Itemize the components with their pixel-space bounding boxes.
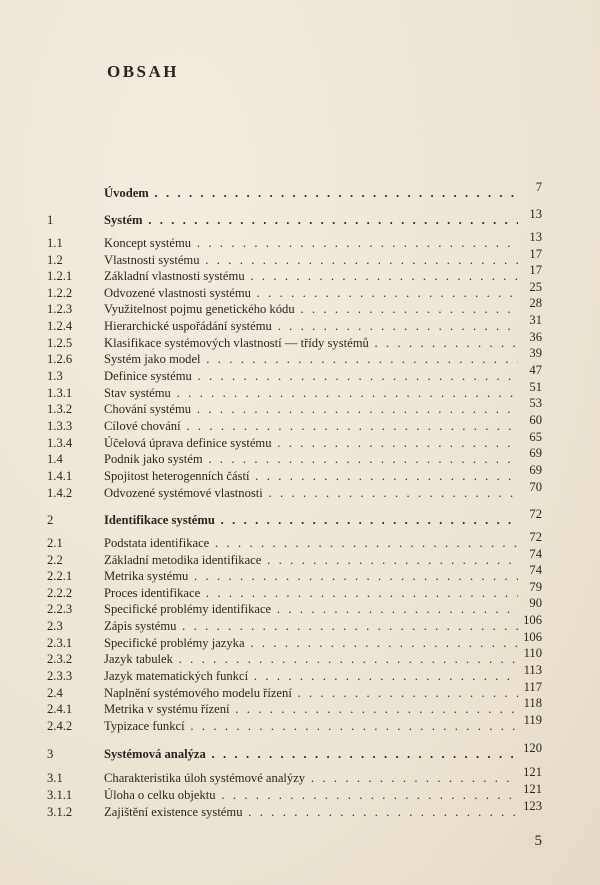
toc-entry-page: 106: [523, 630, 542, 644]
toc-entry-label: Účelová úprava definice systému . . .: [104, 436, 518, 451]
toc-entry-page: 121: [523, 782, 542, 796]
toc-entry-label: Úvodem . . .: [104, 186, 518, 201]
toc-entry-page: 72: [529, 530, 542, 544]
toc-entry-number: 2.2.1: [47, 569, 73, 583]
toc-entry-page: 17: [529, 247, 542, 261]
toc-entry-label: Využitelnost pojmu genetického kódu . . .: [104, 302, 518, 317]
toc-entry: [0, 313, 600, 335]
toc-entry: [0, 296, 600, 318]
page-title: OBSAH: [107, 62, 180, 81]
toc-entry-label: Cílové chování . . .: [104, 419, 518, 434]
toc-entry-page: 69: [529, 446, 542, 460]
toc-entry-page: 65: [529, 430, 542, 444]
toc-entry-label: Identifikace systému . . .: [104, 513, 518, 528]
toc-entry: [0, 280, 600, 302]
toc-entry: [0, 480, 600, 502]
toc-entry-page: 117: [523, 680, 542, 694]
toc-entry: [0, 563, 600, 585]
toc-entry-label: Metrika systému . . .: [104, 569, 518, 584]
toc-entry-label: Proces identifikace . . .: [104, 586, 518, 601]
toc-entry-number: 2.3.1: [47, 636, 73, 650]
toc-entry-label: Úloha o celku objektu . . .: [104, 788, 518, 803]
toc-entry-page: 39: [529, 346, 542, 360]
toc-entry: [0, 630, 600, 652]
toc-entry-number: 2: [47, 513, 54, 527]
toc-entry-page: 121: [523, 765, 542, 779]
toc-entry-label: Systém jako model . . .: [104, 352, 518, 367]
toc-entry: [0, 741, 600, 763]
toc-entry: [0, 663, 600, 685]
toc-entry-page: 69: [529, 463, 542, 477]
toc-entry-label: Charakteristika úloh systémové analýzy . . .: [104, 771, 518, 786]
toc-entry-number: 1.1: [47, 236, 63, 250]
toc-entry-label: Chování systému . . .: [104, 402, 518, 417]
toc-entry-number: 2.2: [47, 553, 63, 567]
toc-entry-number: 1.2: [47, 253, 63, 267]
toc-entry-page: 47: [529, 363, 542, 377]
toc-entry-label: Hierarchické uspořádání systému . . .: [104, 319, 518, 334]
toc-entry-page: 119: [523, 713, 542, 727]
toc-entry: [0, 782, 600, 804]
toc-entry-number: 3.1.1: [47, 788, 73, 802]
toc-entry: [0, 507, 600, 529]
toc-entry-page: 90: [529, 596, 542, 610]
toc-entry-number: 2.1: [47, 536, 63, 550]
toc-entry-label: Jazyk tabulek . . .: [104, 652, 518, 667]
toc-entry-label: Jazyk matematických funkcí . . .: [104, 669, 518, 684]
toc-entry-label: Systémová analýza . . .: [104, 747, 518, 762]
toc-entry-label: Klasifikace systémových vlastností — třídy systémů . . .: [104, 336, 518, 351]
toc-entry-label: Odvozené vlastnosti systému . . .: [104, 286, 518, 301]
toc-entry: [0, 547, 600, 569]
toc-entry: [0, 463, 600, 485]
toc-entry-number: 1.3.1: [47, 386, 73, 400]
toc-entry-page: 74: [529, 563, 542, 577]
toc-entry-number: 1: [47, 213, 54, 227]
toc-entry-page: 13: [529, 230, 542, 244]
toc-entry: [0, 696, 600, 718]
toc-entry-page: 53: [529, 396, 542, 410]
toc-entry: [0, 346, 600, 368]
toc-entry-page: 60: [529, 413, 542, 427]
toc-entry: [0, 430, 600, 452]
toc-entry-label: Definice systému . . .: [104, 369, 518, 384]
toc-entry-number: 2.4.1: [47, 702, 73, 716]
toc-entry-page: 7: [535, 180, 542, 194]
toc-entry-page: 118: [523, 696, 542, 710]
toc-entry: [0, 765, 600, 787]
toc-entry-page: 31: [529, 313, 542, 327]
toc-entry-page: 74: [529, 547, 542, 561]
toc-entry-number: 1.3.2: [47, 402, 73, 416]
toc-entry-page: 123: [523, 799, 542, 813]
toc-entry-number: 1.4.1: [47, 469, 73, 483]
toc-entry-number: 2.2.3: [47, 602, 73, 616]
toc-entry-label: Koncept systému . . .: [104, 236, 518, 251]
toc-entry-page: 110: [523, 646, 542, 660]
toc-entry-number: 1.3.3: [47, 419, 73, 433]
toc-entry-label: Specifické problémy identifikace . . .: [104, 602, 518, 617]
toc-entry-label: Podstata identifikace . . .: [104, 536, 518, 551]
toc-entry-label: Typizace funkcí . . .: [104, 719, 518, 734]
toc-entry: [0, 413, 600, 435]
toc-entry-page: 13: [529, 207, 542, 221]
toc-entry: [0, 596, 600, 618]
toc-entry: [0, 680, 600, 702]
toc-entry-number: 1.2.6: [47, 352, 73, 366]
toc-entry-number: 1.2.3: [47, 302, 73, 316]
toc-entry: [0, 580, 600, 602]
toc-entry-number: 1.2.5: [47, 336, 73, 350]
toc-entry-number: 2.4.2: [47, 719, 73, 733]
toc-entry: [0, 446, 600, 468]
toc-entry-number: 2.3.3: [47, 669, 73, 683]
toc-entry-label: Systém . . .: [104, 213, 518, 228]
toc-entry-page: 79: [529, 580, 542, 594]
toc-entry-label: Vlastnosti systému . . .: [104, 253, 518, 268]
toc-entry: [0, 363, 600, 385]
toc-entry-number: 2.2.2: [47, 586, 73, 600]
toc-entry-number: 1.2.2: [47, 286, 73, 300]
toc-entry-number: 1.4: [47, 452, 63, 466]
toc-entry-number: 1.3.4: [47, 436, 73, 450]
toc-entry-number: 2.4: [47, 686, 63, 700]
toc-entry-number: 2.3: [47, 619, 63, 633]
toc-entry: [0, 230, 600, 252]
toc-entry: [0, 207, 600, 229]
toc-entry-number: 1.3: [47, 369, 63, 383]
toc-entry-page: 51: [529, 380, 542, 394]
toc-entry: [0, 380, 600, 402]
toc-entry-number: 1.2.4: [47, 319, 73, 333]
toc-entry: [0, 530, 600, 552]
page-number: 5: [534, 833, 542, 849]
toc-entry-page: 36: [529, 330, 542, 344]
toc-entry-page: 28: [529, 296, 542, 310]
toc-entry-page: 113: [523, 663, 542, 677]
toc-entry-number: 1.2.1: [47, 269, 73, 283]
toc-entry-label: Specifické problémy jazyka . . .: [104, 636, 518, 651]
toc-entry-number: 3.1.2: [47, 805, 73, 819]
toc-entry-label: Základní metodika identifikace . . .: [104, 553, 518, 568]
toc-entry: [0, 330, 600, 352]
toc-entry-page: 25: [529, 280, 542, 294]
toc-entry-label: Zajištění existence systému . . .: [104, 805, 518, 820]
toc-entry-label: Stav systému . . .: [104, 386, 518, 401]
toc-entry-page: 70: [529, 480, 542, 494]
toc-entry-label: Naplnění systémového modelu řízení . . .: [104, 686, 518, 701]
toc-entry-label: Spojitost heterogenních částí . . .: [104, 469, 518, 484]
toc-entry-number: 3: [47, 747, 54, 761]
toc-entry: [0, 263, 600, 285]
toc-entry-page: 120: [523, 741, 542, 755]
toc-entry: [0, 613, 600, 635]
toc-entry-label: Zápis systému . . .: [104, 619, 518, 634]
toc-entry-number: 1.4.2: [47, 486, 73, 500]
toc-entry: [0, 247, 600, 269]
toc-entry: [0, 713, 600, 735]
toc-entry: [0, 180, 600, 202]
toc-entry-label: Metrika v systému řízení . . .: [104, 702, 518, 717]
toc-entry: [0, 646, 600, 668]
toc-entry: [0, 396, 600, 418]
toc-entry-label: Podnik jako systém . . .: [104, 452, 518, 467]
toc-entry-page: 106: [523, 613, 542, 627]
toc-entry-number: 2.3.2: [47, 652, 73, 666]
toc-entry-number: 3.1: [47, 771, 63, 785]
toc-entry-page: 72: [529, 507, 542, 521]
toc-entry-page: 17: [529, 263, 542, 277]
toc-entry-label: Odvozené systémové vlastnosti . . .: [104, 486, 518, 501]
toc-entry: [0, 799, 600, 821]
toc-entry-label: Základní vlastnosti systému . . .: [104, 269, 518, 284]
